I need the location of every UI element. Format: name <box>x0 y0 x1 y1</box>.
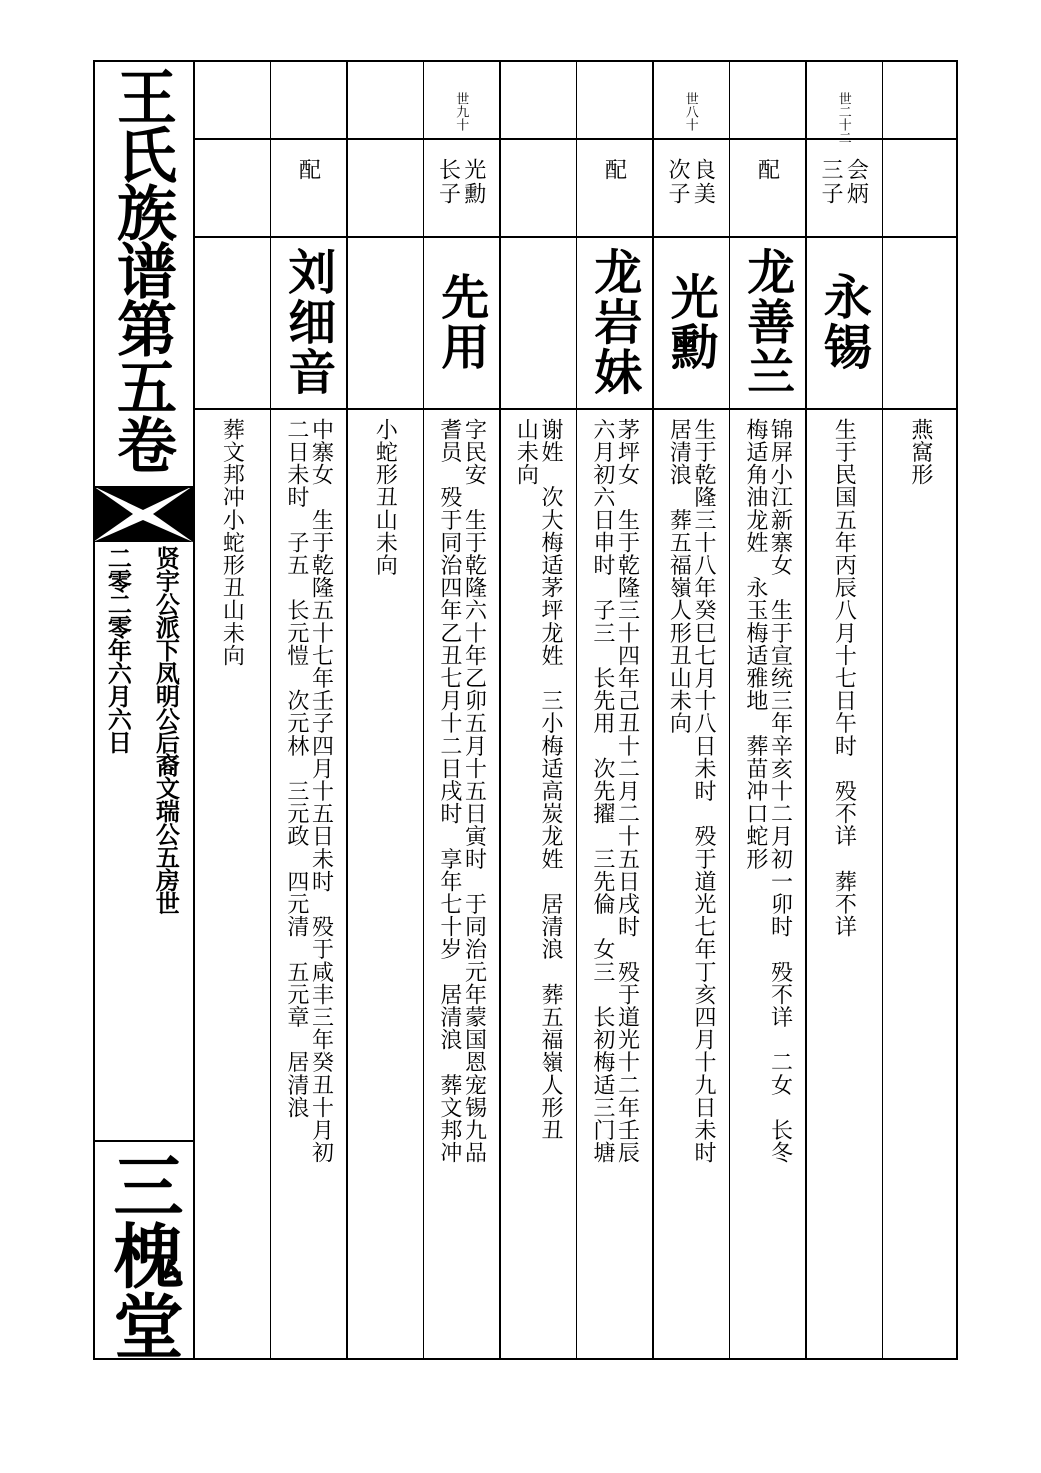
person-name: 永锡 <box>815 272 872 372</box>
column-divider <box>729 60 731 1360</box>
generation-label: 世九十 <box>453 92 469 131</box>
biography-text: 小蛇形丑山未向 <box>372 418 398 577</box>
biography-text: 锦屏小江新寨女 生于宣统三年辛亥十二月初一卯时 殁不详 二女 长冬 梅适角油龙姓 永玉梅适雅地 葬苗冲口蛇形 <box>742 418 793 1164</box>
column-divider <box>576 60 578 1360</box>
person-name: 光勳 <box>662 272 719 372</box>
branch-line: 贤宇公派下凤明公后裔文瑞公五房世 <box>151 546 181 914</box>
relation-label: 会炳 三子 <box>818 158 869 206</box>
relation-label: 配 <box>601 158 627 182</box>
biography-text: 葬文邦冲小蛇形丑山未向 <box>219 418 245 667</box>
biography-text: 生于乾隆三十八年癸巳七月十八日未时 殁于道光七年丁亥四月十九日未时 居清浪 葬五福嶺人形丑山未向 <box>666 418 716 1164</box>
person-name: 龙善兰 <box>738 247 795 397</box>
biography-text: 谢姓 次大梅适茅坪龙姓 三小梅适高炭龙姓 居清浪 葬五福嶺人形丑 山未向 <box>513 418 563 1142</box>
person-name: 刘细音 <box>279 247 336 397</box>
relation-label: 配 <box>754 158 780 182</box>
generation-label: 世八十 <box>682 92 698 131</box>
person-name: 龙岩妹 <box>585 247 642 397</box>
fishtail-marker <box>93 486 193 542</box>
compile-date: 二零二零年六月六日 <box>103 546 133 753</box>
column-divider <box>346 60 348 1360</box>
person-name: 先用 <box>432 272 489 372</box>
hall-name: 三槐堂 <box>102 1150 185 1360</box>
biography-text: 字民安 生于乾隆六十年乙卯五月十五日寅时 于同治元年蒙国恩宠锡九品 耆员 殁于同治四年乙丑七月十二日戌时 享年七十岁 居清浪 葬文邦冲 <box>436 418 487 1164</box>
column-divider <box>652 60 654 1360</box>
biography-text: 中寨女 生于乾隆五十七年壬子四月十五日未时 殁于咸丰三年癸丑十月初 二日未时 子五 长元愷 次元林 三元政 四元清 五元章 居清浪 <box>283 418 334 1164</box>
relation-label: 光勳 长子 <box>435 158 486 206</box>
column-divider <box>499 60 501 1360</box>
column-divider <box>882 60 884 1360</box>
volume-title: 王氏族谱第五卷 <box>107 66 177 472</box>
biography-text: 茅坪女 生于乾隆三十四年己丑十二月二十五日戌时 殁于道光十二年壬辰 六月初六日申时 子三 长先用 次先擢 三先倫 女三 长初梅适三门塘 <box>589 418 640 1164</box>
biography-text: 生于民国五年丙辰八月十七日午时 殁不详 葬不详 <box>831 418 857 938</box>
biography-text: 燕窩形 <box>907 418 933 486</box>
column-divider <box>423 60 425 1360</box>
generation-label: 世二十二 <box>835 92 851 144</box>
column-divider <box>270 60 272 1360</box>
relation-label: 良美 次子 <box>665 158 716 206</box>
sidebar-divider <box>193 60 195 1360</box>
relation-label: 配 <box>295 158 321 182</box>
sidebar-rule-hall <box>93 1140 193 1142</box>
column-divider <box>805 60 807 1360</box>
